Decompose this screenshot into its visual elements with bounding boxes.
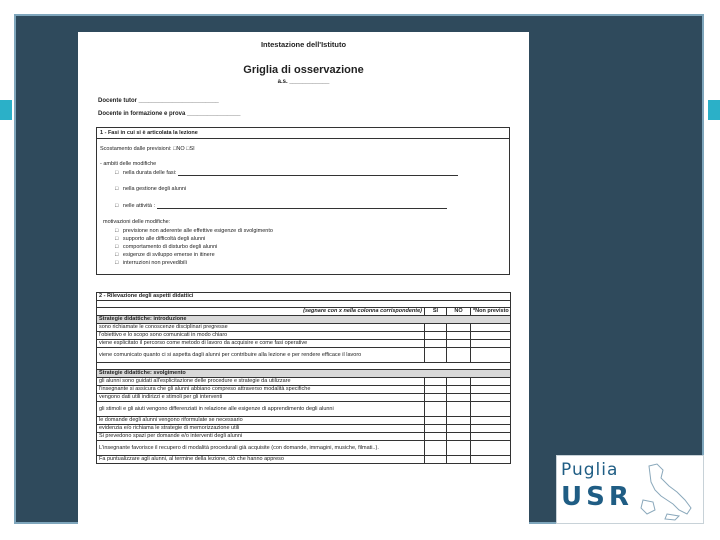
trainee-line: Docente in formazione e prova ________________ xyxy=(98,111,241,117)
reason-item: □ previsione non aderente alle effettive esigenze di svolgimento xyxy=(115,228,273,234)
table-row: l'insegnante si assicura che gli alunni abbiano compreso attraverso modalità specifiche xyxy=(97,386,425,394)
section2-table xyxy=(96,292,511,464)
observation-document xyxy=(78,32,529,524)
table-row: Fa puntualizzare agli alunni, al termine della lezione, ciò che hanno appreso xyxy=(97,456,425,464)
table-row: gli alunni sono guidati all'esplicitazione delle procedure e strategie da utilizzare xyxy=(97,378,425,386)
table-row: gli stimoli e gli aiuti vengono differenziati in relazione alle esigenze di apprendimento degli alunni xyxy=(97,402,425,417)
accent-bar-left xyxy=(0,100,12,120)
tutor-line: Docente tutor ________________________ xyxy=(98,98,219,104)
scope-heading: - ambiti delle modifiche xyxy=(100,161,157,167)
table-row: L'insegnante favorisce il recupero di modalità procedurali già acquisite (con domande, immagini, musiche, filmati..). xyxy=(97,441,425,456)
document-title: Griglia di osservazione xyxy=(243,64,364,76)
col-no: NO xyxy=(447,308,471,316)
institute-header: Intestazione dell'Istituto xyxy=(260,40,347,49)
deviation-line: Scostamento dalle previsioni: □NO □SI xyxy=(100,146,195,152)
table-row: sono richiamate le conoscenze disciplinari pregresse xyxy=(97,324,425,332)
scope-item: □ nelle attività : xyxy=(115,203,447,209)
section1-box xyxy=(96,127,510,275)
table-row: l'obiettivo e lo scopo sono comunicati in modo chiaro xyxy=(97,332,425,340)
scope-item: □ nella gestione degli alunni xyxy=(115,186,187,192)
logo-text-usr: USR xyxy=(561,482,633,512)
col-non-previsto: *Non previsto xyxy=(471,308,511,316)
usr-puglia-logo xyxy=(556,455,704,524)
table-row: vengono dati utili indirizzi e stimoli per gli interventi xyxy=(97,394,425,402)
scope-item: □ nella durata delle fasi: xyxy=(115,170,458,176)
accent-bar-right xyxy=(708,100,720,120)
section2-header: 2 - Rilevazione degli aspetti didattici xyxy=(97,293,511,301)
logo-text-puglia: Puglia xyxy=(561,460,619,480)
table-row: evidenzia e/o richiama le strategie di memorizzazione utili xyxy=(97,425,425,433)
intro-heading: Strategie didattiche: introduzione xyxy=(97,316,511,324)
reason-item: □ interruzioni non prevedibili xyxy=(115,260,187,266)
table-row: viene esplicitato il percorso come metodo di lavoro da acquisire e come fasi operative xyxy=(97,340,425,348)
reason-item: □ comportamento di disturbo degli alunni xyxy=(115,244,218,250)
table-row: Si prevedono spazi per domande e/o interventi degli alunni xyxy=(97,433,425,441)
dev-heading: Strategie didattiche: svolgimento xyxy=(97,370,511,378)
table-row: viene comunicato quanto ci si aspetta dagli alunni per contribuire alla lezione e per rendere efficace il lavoro xyxy=(97,348,425,363)
table-row: le domande degli alunni vengono riformulate se necessario xyxy=(97,417,425,425)
section2-instruction: (segnare con x nella colonna corrispondente) xyxy=(97,308,425,316)
col-si: SI xyxy=(425,308,447,316)
school-year: a.s. ____________ xyxy=(277,79,330,85)
reasons-heading: motivazioni delle modifiche: xyxy=(103,219,171,225)
reason-item: □ esigenze di sviluppo emerse in itinere xyxy=(115,252,215,258)
section1-header: 1 - Fasi in cui si è articolata la lezione xyxy=(97,128,509,139)
reason-item: □ supporto alle difficoltà degli alunni xyxy=(115,236,206,242)
